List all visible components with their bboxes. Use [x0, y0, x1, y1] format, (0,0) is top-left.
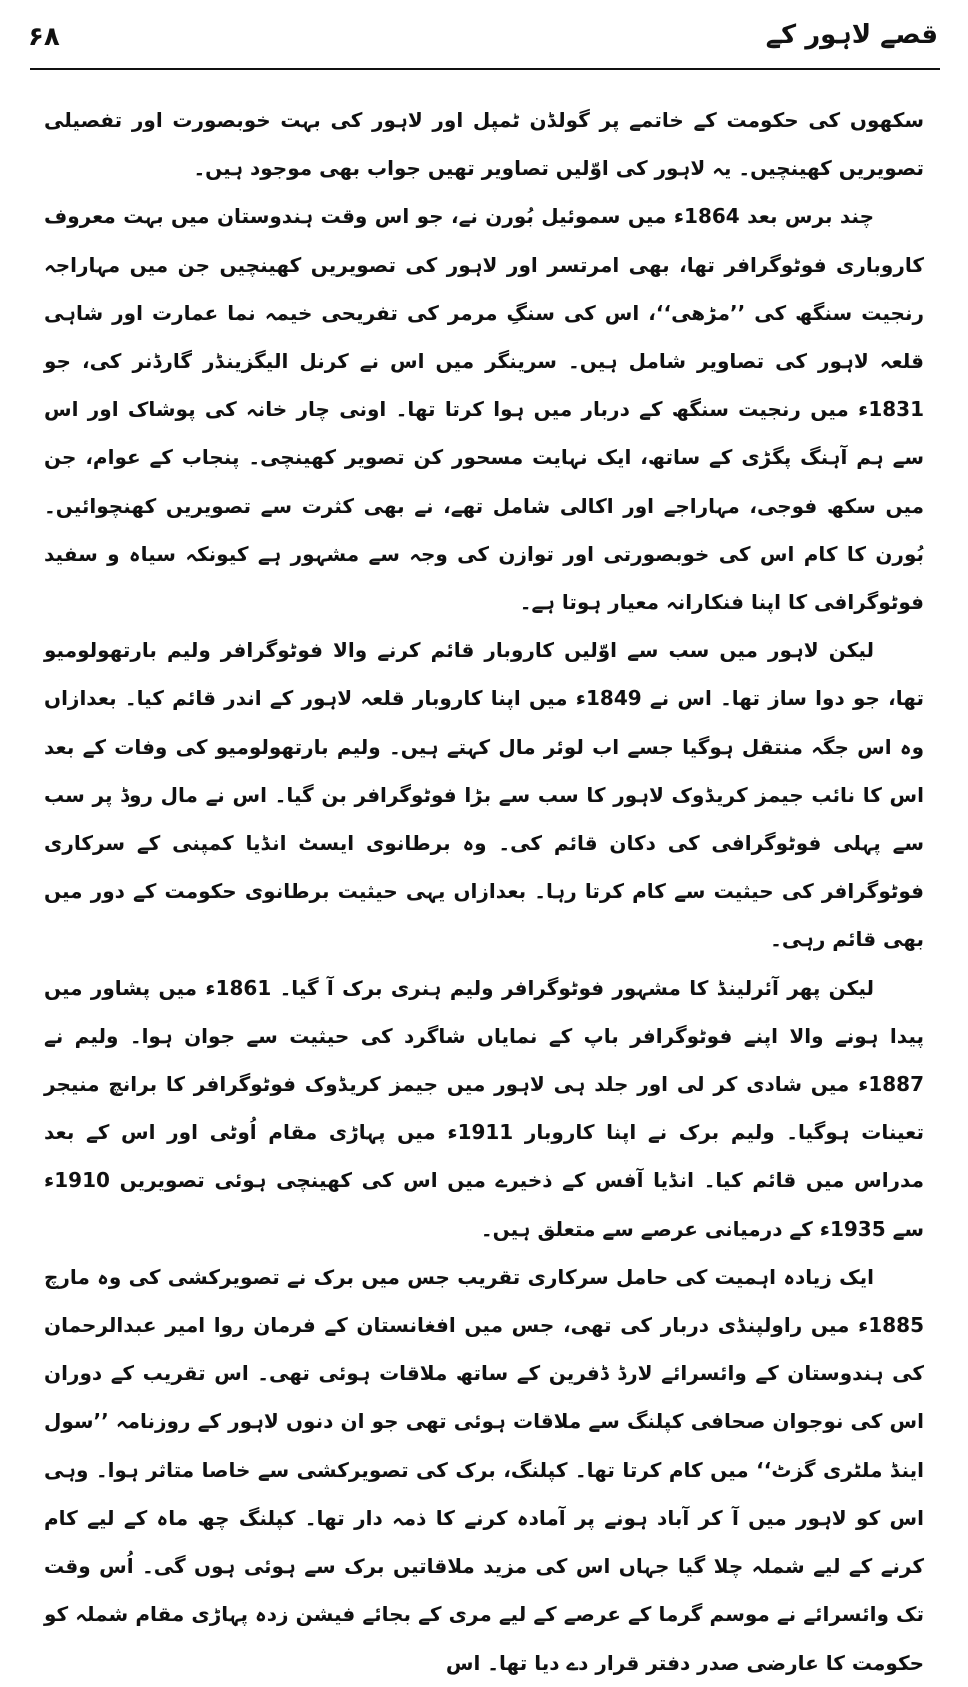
body-text — [44, 96, 924, 1687]
page-header — [28, 18, 938, 66]
paragraph-4: لیکن پھر آئرلینڈ کا مشہور فوٹوگرافر ولیم ہنری برک آ گیا۔ 1861ء میں پشاور میں پیدا ہونے والا اپنے فوٹوگرافر باپ کے نمایاں شاگرد کی حیثیت سے جوان ہوا۔ ولیم نے 1887ء میں شادی کر لی اور جلد ہی لاہور میں جیمز کریڈوک فوٹوگرافر کا برانچ منیجر تعینات ہوگیا۔ ولیم برک نے اپنا کاروبار 1911ء میں پہاڑی مقام اُوٹی اور اس کے بعد مدراس میں قائم کیا۔ انڈیا آفس کے ذخیرے میں اس کی کھینچی ہوئی تصویریں 1910ء سے 1935ء کے درمیانی عرصے سے متعلق ہیں۔ — [44, 975, 924, 1241]
running-title: قصے لاہور کے — [765, 20, 938, 50]
paragraph-5: ایک زیادہ اہمیت کی حامل سرکاری تقریب جس میں برک نے تصویرکشی کی وہ مارچ 1885ء میں راولپنڈی دربار کی تھی، جس میں افغانستان کے فرمان روا امیر عبدالرحمان کی ہندوستان کے وائسرائے لارڈ ڈفرین کے ساتھ ملاقات ہوئی تھی۔ اس تقریب کے دوران اس کی نوجوان صحافی کپلنگ سے ملاقات ہوئی تھی جو ان دنوں لاہور کے روزنامہ ’’سول اینڈ ملٹری گزٹ‘‘ میں کام کرتا تھا۔ کپلنگ، برک کی تصویرکشی سے خاصا متاثر ہوا۔ وہی اس کو لاہور میں آ کر آباد ہونے پر آمادہ کرنے کا ذمہ دار تھا۔ کپلنگ چھ ماہ کے لیے کام کرنے کے لیے شملہ چلا گیا جہاں اس کی مزید ملاقاتیں برک سے ہوئی ہوں گی۔ اُس وقت تک وائسرائے نے موسم گرما کے عرصے کے لیے مری کے بجائے فیشن زدہ پہاڑی مقام شملہ کو حکومت کا عارضی صدر دفتر قرار دے دیا تھا۔ اس — [44, 1264, 924, 1675]
paragraph-2: چند برس بعد 1864ء میں سموئیل بُورن نے، جو اس وقت ہندوستان میں بہت معروف کاروباری فوٹوگرافر تھا، بھی امرتسر اور لاہور کی تصویریں کھینچیں جن میں مہاراجہ رنجیت سنگھ کی ’’مڑھی‘‘، اس کی سنگِ مرمر کی تفریحی خیمہ نما عمارت اور شاہی قلعہ لاہور کی تصاویر شامل ہیں۔ سرینگر میں اس نے کرنل الیگزینڈر گارڈنر کی، جو 1831ء میں رنجیت سنگھ کے دربار میں ہوا کرتا تھا۔ اونی چار خانہ کی پوشاک اور اس سے ہم آہنگ پگڑی کے ساتھ، ایک نہایت مسحور کن تصویر کھینچی۔ پنجاب کے عوام، جن میں سکھ فوجی، مہاراجے اور اکالی شامل تھے، نے بھی کثرت سے تصویریں کھنچوائیں۔ بُورن کا کام اس کی خوبصورتی اور توازن کی وجہ سے مشہور ہے کیونکہ سیاہ و سفید فوٹوگرافی کا اپنا فنکارانہ معیار ہوتا ہے۔ — [44, 204, 924, 615]
header-divider — [30, 68, 940, 70]
page-number: ۶۸ — [28, 22, 60, 52]
paragraph-1: سکھوں کی حکومت کے خاتمے پر گولڈن ٹمپل اور لاہور کی بہت خوبصورت اور تفصیلی تصویریں کھینچیں۔ یہ لاہور کی اوّلیں تصاویر تھیں جواب بھی موجود ہیں۔ — [44, 108, 924, 181]
paragraph-3: لیکن لاہور میں سب سے اوّلیں کاروبار قائم کرنے والا فوٹوگرافر ولیم بارتھولومیو تھا، جو دوا ساز تھا۔ اس نے 1849ء میں اپنا کاروبار قلعہ لاہور کے اندر قائم کیا۔ بعدازاں وہ اس جگہ منتقل ہوگیا جسے اب لوئر مال کہتے ہیں۔ ولیم بارتھولومیو کی وفات کے بعد اس کا نائب جیمز کریڈوک لاہور کا سب سے بڑا فوٹوگرافر بن گیا۔ اس نے مال روڈ پر سب سے پہلی فوٹوگرافی کی دکان قائم کی۔ وہ برطانوی ایسٹ انڈیا کمپنی کے سرکاری فوٹوگرافر کی حیثیت سے کام کرتا رہا۔ بعدازاں یہی حیثیت برطانوی حکومت کے دور میں بھی قائم رہی۔ — [44, 638, 924, 952]
